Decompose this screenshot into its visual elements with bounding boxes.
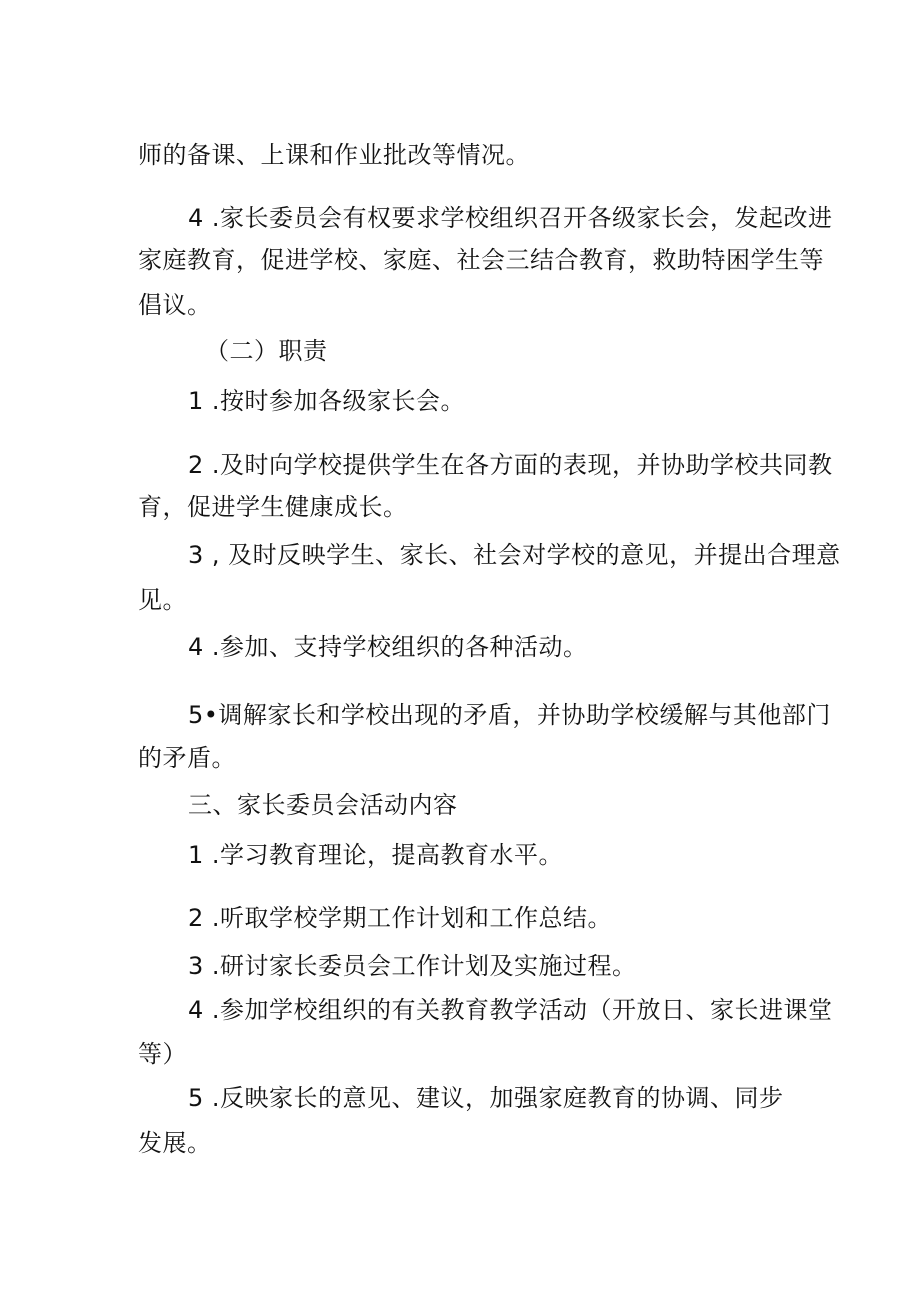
text-line: 1 .学习教育理论，提高教育水平。 [188,841,564,869]
text-line: 育，促进学生健康成长。 [138,493,408,521]
section-heading: （二）职责 [205,337,328,365]
text-line: 3 .研讨家长委员会工作计划及实施过程。 [188,952,637,980]
text-line: 家庭教育，促进学校、家庭、社会三结合教育，救助特困学生等 [138,246,824,274]
section-heading: 三、家长委员会活动内容 [188,791,458,819]
text-line: 5•调解家长和学校出现的矛盾，并协助学校缓解与其他部门 [188,701,831,729]
text-line: 2 .听取学校学期工作计划和工作总结。 [188,904,613,932]
text-line: 4 .参加学校组织的有关教育教学活动（开放日、家长进课堂 [188,996,833,1024]
text-line: 4 .参加、支持学校组织的各种活动。 [188,633,588,661]
text-line: 1 .按时参加各级家长会。 [188,387,466,415]
text-line: 的矛盾。 [138,744,236,772]
text-line: 师的备课、上课和作业批改等情况。 [138,141,530,169]
text-line: 见。 [138,586,187,614]
text-line: 发展。 [138,1129,212,1157]
text-line: 3 , 及时反映学生、家长、社会对学校的意见，并提出合理意 [188,541,841,569]
text-line: 2 .及时向学校提供学生在各方面的表现，并协助学校共同教 [188,451,833,479]
text-line: 5 .反映家长的意见、建议，加强家庭教育的协调、同步 [188,1084,784,1112]
text-line: 等） [138,1040,187,1068]
text-line: 4 .家长委员会有权要求学校组织召开各级家长会，发起改进 [188,204,833,232]
text-line: 倡议。 [138,291,212,319]
